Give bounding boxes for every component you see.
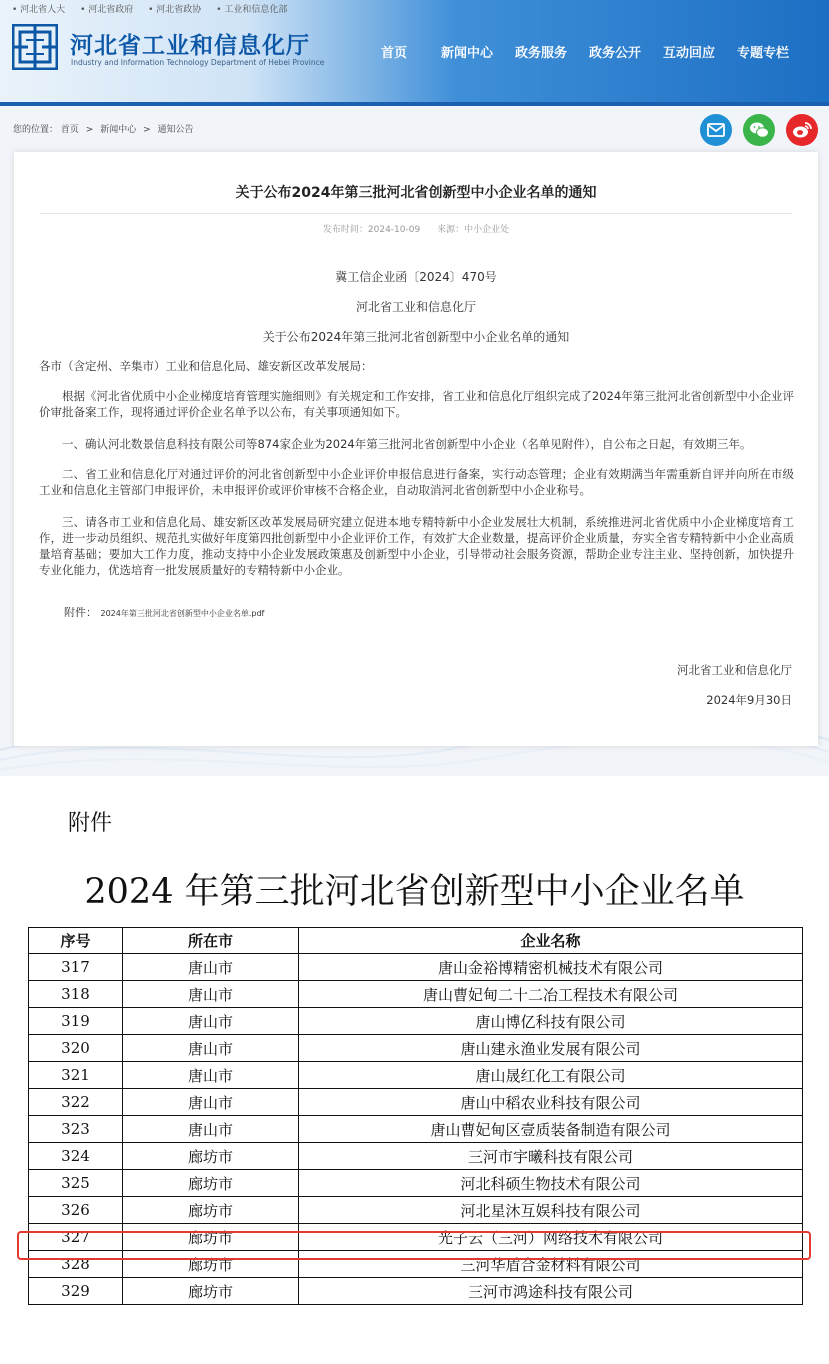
nav-item-news[interactable]: 新闻中心: [441, 46, 494, 61]
table-row: [29, 1251, 803, 1278]
column-header-number: 序号: [29, 928, 123, 954]
top-link[interactable]: • 河北省政协: [148, 5, 201, 15]
table-row: [29, 1170, 803, 1197]
share-wechat-button[interactable]: [743, 114, 775, 146]
breadcrumb-item-news[interactable]: 新闻中心: [100, 125, 137, 135]
table-row: [29, 1143, 803, 1170]
paragraph: 二、省工业和信息化厅对通过评价的河北省创新型中小企业评价申报信息进行备案，实行动态管理；企业有效期满当年需重新自评并向所在市级工业和信息化主管部门申报评价，未申报评价或评价审核不合格企业，自动取消河北省创新型中小企业称号。: [39, 467, 794, 497]
share-mail-button[interactable]: [700, 114, 732, 146]
doc-number: 冀工信企业函〔2024〕470号: [335, 270, 497, 284]
cell-company: 三河市鸿途科技有限公司: [299, 1278, 803, 1305]
cell-number: 329: [29, 1278, 123, 1305]
table-row: [29, 1008, 803, 1035]
site-title[interactable]: 河北省工业和信息化厅: [70, 33, 310, 59]
table-row: [29, 1278, 803, 1305]
cell-city: 廊坊市: [123, 1251, 299, 1278]
cell-number: 318: [29, 981, 123, 1008]
table-row: [29, 954, 803, 981]
paragraph: 根据《河北省优质中小企业梯度培育管理实施细则》有关规定和工作安排，省工业和信息化厅组织完成了2024年第三批河北省创新型中小企业评价审批备案工作，现将通过评价企业名单予以公布，有关事项通知如下。: [39, 389, 794, 419]
table-row: [29, 1197, 803, 1224]
cell-company: 唐山曹妃甸二十二冶工程技术有限公司: [299, 981, 803, 1008]
table-row: [29, 1089, 803, 1116]
cell-number: 325: [29, 1170, 123, 1197]
table-row: [29, 1116, 803, 1143]
nav-item-services[interactable]: 政务服务: [515, 46, 568, 61]
publish-time: 发布时间：2024-10-09: [322, 225, 421, 235]
cell-company: 唐山建永渔业发展有限公司: [299, 1035, 803, 1062]
cell-company: 唐山金裕博精密机械技术有限公司: [299, 954, 803, 981]
cell-number: 328: [29, 1251, 123, 1278]
cell-number: 321: [29, 1062, 123, 1089]
paragraph: 一、确认河北数景信息科技有限公司等874家企业为2024年第三批河北省创新型中小企业（名单见附件），自公布之日起，有效期三年。: [62, 437, 752, 451]
signature: 河北省工业和信息化厅: [677, 663, 792, 677]
cell-city: 唐山市: [123, 1116, 299, 1143]
cell-city: 廊坊市: [123, 1197, 299, 1224]
paragraph: 三、请各市工业和信息化局、雄安新区改革发展局研究建立促进本地专精特新中小企业发展壮大机制，系统推进河北省优质中小企业梯度培育工作，进一步动员组织、规范扎实做好年度第四批创新型中小企业评价工作，有效扩大企业数量，提高评价企业质量，夯实全省专精特新中小企业高质量培育基础；要加大工作力度，推动支持中小企业发展政策惠及创新型中小企业，引导带动社会服务资源，帮助企业专注主业、坚持创新，加快提升专业化能力，优选培育一批发展质量好的专精特新中小企业。: [39, 515, 794, 577]
breadcrumb-separator: >: [85, 125, 94, 135]
table-row: [29, 1035, 803, 1062]
article-card: [14, 152, 818, 746]
cell-company: 河北星沐互娱科技有限公司: [299, 1197, 803, 1224]
share-weibo-button[interactable]: [786, 114, 818, 146]
attachment-doc-label: 附件: [68, 811, 113, 836]
wechat-icon: [743, 114, 775, 146]
cell-company: 唐山曹妃甸区壹质装备制造有限公司: [299, 1116, 803, 1143]
cell-company: 唐山中稻农业科技有限公司: [299, 1089, 803, 1116]
cell-city: 廊坊市: [123, 1170, 299, 1197]
cell-number: 324: [29, 1143, 123, 1170]
article-source: 来源：中小企业处: [437, 225, 510, 235]
cell-city: 廊坊市: [123, 1224, 299, 1251]
top-link[interactable]: • 工业和信息化部: [216, 5, 287, 15]
breadcrumb-item-home[interactable]: 首页: [60, 125, 79, 135]
cell-city: 唐山市: [123, 1035, 299, 1062]
cell-company: 光子云（三河）网络技术有限公司: [299, 1224, 803, 1251]
column-header-company: 企业名称: [299, 928, 803, 954]
attachment-line: [64, 604, 264, 620]
attachment-label: 附件：: [64, 606, 97, 619]
cell-city: 唐山市: [123, 1062, 299, 1089]
cell-number: 319: [29, 1008, 123, 1035]
cell-city: 唐山市: [123, 981, 299, 1008]
title-divider: [40, 213, 792, 214]
cell-city: 廊坊市: [123, 1143, 299, 1170]
top-links: [12, 2, 299, 15]
breadcrumb-item-notices[interactable]: 通知公告: [157, 125, 194, 135]
breadcrumb: [13, 122, 194, 135]
top-link[interactable]: • 河北省政府: [80, 5, 133, 15]
cell-number: 322: [29, 1089, 123, 1116]
main-nav: [0, 42, 829, 62]
cell-city: 唐山市: [123, 1008, 299, 1035]
cell-number: 327: [29, 1224, 123, 1251]
cell-company: 三河市宇曦科技有限公司: [299, 1143, 803, 1170]
cell-number: 317: [29, 954, 123, 981]
table-row-highlighted: [29, 1224, 803, 1251]
cell-company: 三河华盾合金材料有限公司: [299, 1251, 803, 1278]
table-row: [29, 1062, 803, 1089]
cell-city: 廊坊市: [123, 1278, 299, 1305]
cell-company: 唐山博亿科技有限公司: [299, 1008, 803, 1035]
mail-icon: [700, 114, 732, 146]
cell-city: 唐山市: [123, 954, 299, 981]
weibo-icon: [786, 114, 818, 146]
table-row: [29, 981, 803, 1008]
top-link[interactable]: • 河北省人大: [12, 5, 65, 15]
cell-number: 323: [29, 1116, 123, 1143]
site-subtitle: Industry and Information Technology Department of Hebei Province: [71, 58, 325, 67]
cell-city: 唐山市: [123, 1089, 299, 1116]
salutation: 各市（含定州、辛集市）工业和信息化局、雄安新区改革发展局：: [39, 359, 373, 373]
site-header: [0, 0, 829, 106]
cell-company: 河北科硕生物技术有限公司: [299, 1170, 803, 1197]
doc-title: 关于公布2024年第三批河北省创新型中小企业名单的通知: [262, 330, 570, 344]
attachment-link[interactable]: 2024年第三批河北省创新型中小企业名单.pdf: [100, 609, 265, 618]
nav-item-topics[interactable]: 专题专栏: [737, 46, 790, 61]
attachment-doc-title: 2024 年第三批河北省创新型中小企业名单: [84, 872, 745, 912]
nav-item-public[interactable]: 政务公开: [589, 46, 642, 61]
nav-item-home[interactable]: 首页: [381, 46, 408, 61]
nav-item-interaction[interactable]: 互动回应: [663, 46, 716, 61]
cell-number: 320: [29, 1035, 123, 1062]
article-title: 关于公布2024年第三批河北省创新型中小企业名单的通知: [235, 185, 597, 201]
breadcrumb-separator: >: [143, 125, 151, 135]
table-header-row: [29, 928, 803, 954]
sign-date: 2024年9月30日: [706, 693, 792, 707]
cell-number: 326: [29, 1197, 123, 1224]
article-meta: [14, 222, 818, 235]
cell-company: 唐山晟红化工有限公司: [299, 1062, 803, 1089]
column-header-city: 所在市: [123, 928, 299, 954]
company-list-table: [28, 927, 803, 1305]
doc-issuer: 河北省工业和信息化厅: [355, 300, 476, 314]
breadcrumb-prefix: 您的位置：: [13, 125, 59, 135]
